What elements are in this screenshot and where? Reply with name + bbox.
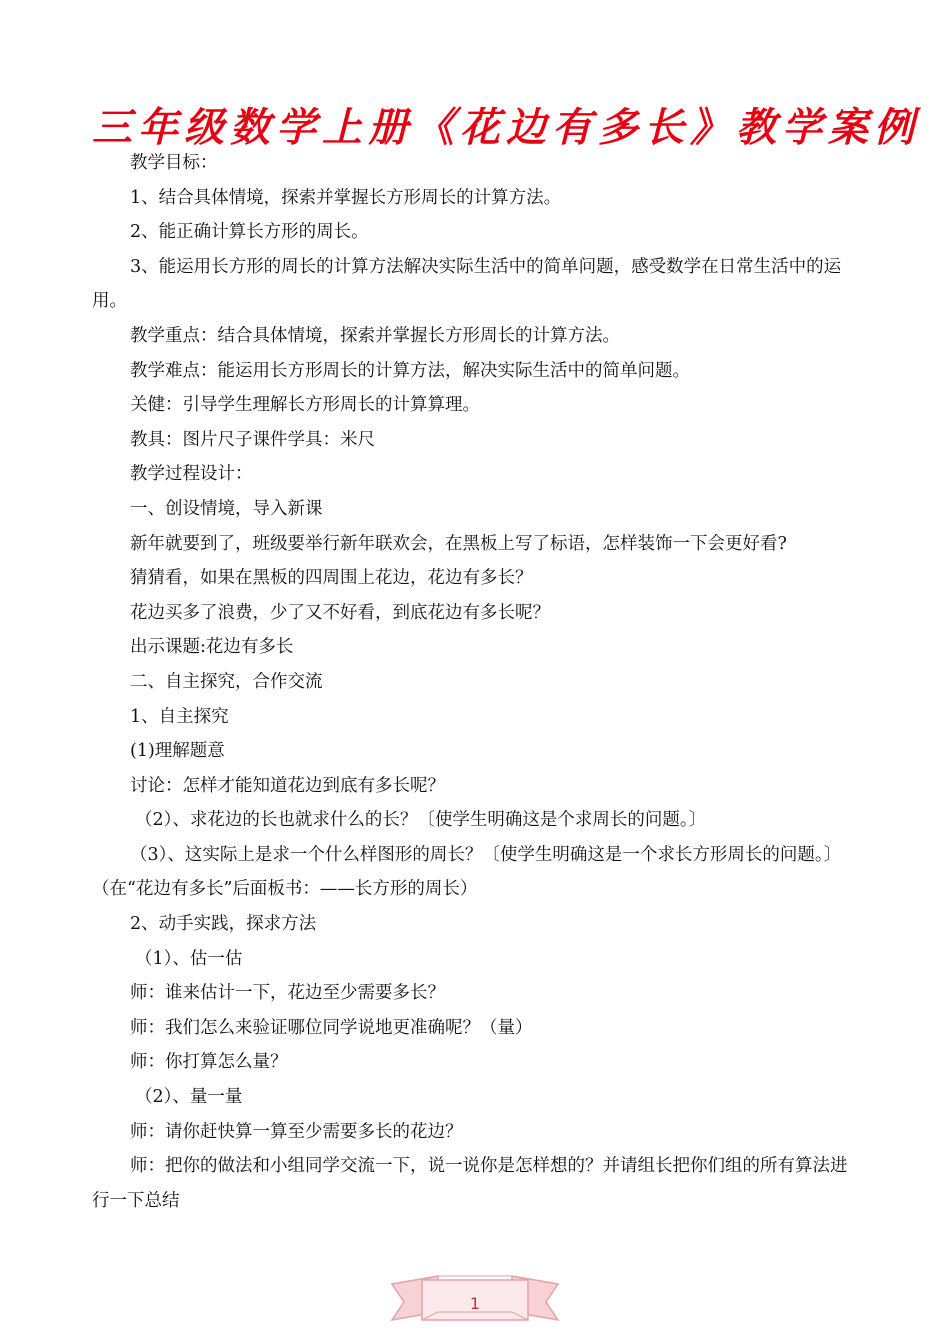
paragraph: 教具：图片尺子课件学具：米尺 bbox=[130, 429, 375, 450]
paragraph: 新年就要到了，班级要举行新年联欢会，在黑板上写了标语，怎样装饰一下会更好看? bbox=[130, 533, 787, 554]
paragraph: 1、自主探究 bbox=[130, 706, 229, 727]
paragraph: 2、能正确计算长方形的周长。 bbox=[130, 222, 369, 243]
paragraph: 出示课题:花边有多长 bbox=[130, 637, 294, 658]
paragraph: 2、动手实践，探求方法 bbox=[130, 914, 317, 935]
page-title: 三年级数学上册《花边有多长》教学案例 bbox=[92, 105, 920, 151]
paragraph: （2）、求花边的长也就求什么的长？〔使学生明确这是个求周长的问题。〕 bbox=[135, 810, 707, 831]
paragraph: （1）、估一估 bbox=[135, 948, 243, 969]
paragraph: 师：我们怎么来验证哪位同学说地更准确呢？（量） bbox=[130, 1017, 533, 1038]
paragraph: 关健：引导学生理解长方形周长的计算算理。 bbox=[130, 395, 480, 416]
paragraph: 1、结合具体情境，探索并掌握长方形周长的计算方法。 bbox=[130, 187, 562, 208]
paragraph: 花边买多了浪费，少了又不好看，到底花边有多长呢？ bbox=[130, 602, 550, 623]
paragraph: 一、创设情境，导入新课 bbox=[130, 498, 323, 519]
paragraph: (1)理解题意 bbox=[130, 741, 225, 762]
paragraph: 教学过程设计： bbox=[130, 464, 253, 485]
paragraph: 3、能运用长方形的周长的计算方法解决实际生活中的简单问题，感受数学在日常生活中的运用。 bbox=[92, 256, 842, 312]
paragraph: 师：请你赶快算一算至少需要多长的花边？ bbox=[130, 1121, 463, 1142]
paragraph: 教学重点：结合具体情境，探索并掌握长方形周长的计算方法。 bbox=[130, 325, 620, 346]
page-number-ribbon bbox=[388, 1270, 562, 1330]
paragraph: 二、自主探究，合作交流 bbox=[130, 671, 323, 692]
paragraph: 猜猜看，如果在黑板的四周围上花边，花边有多长？ bbox=[130, 568, 533, 589]
paragraph: 讨论：怎样才能知道花边到底有多长呢？ bbox=[130, 775, 445, 796]
paragraph: 教学难点：能运用长方形周长的计算方法，解决实际生活中的简单问题。 bbox=[130, 360, 690, 381]
paragraph: 教学目标： bbox=[130, 153, 218, 173]
paragraph: 师：你打算怎么量？ bbox=[130, 1052, 288, 1073]
document-body bbox=[92, 146, 862, 1218]
paragraph: （3）、这实际上是求一个什么样图形的周长？〔使学生明确这是一个求长方形周长的问题。〕（在“花边有多长”后面板书：——长方形的周长） bbox=[92, 844, 842, 900]
paragraph: 师：把你的做法和小组同学交流一下，说一说你是怎样想的？并请组长把你们组的所有算法进行一下总结 bbox=[92, 1156, 848, 1211]
paragraph: 师：谁来估计一下，花边至少需要多长？ bbox=[130, 983, 445, 1004]
paragraph: （2）、量一量 bbox=[135, 1087, 243, 1108]
page-number: 1 bbox=[469, 1294, 481, 1313]
